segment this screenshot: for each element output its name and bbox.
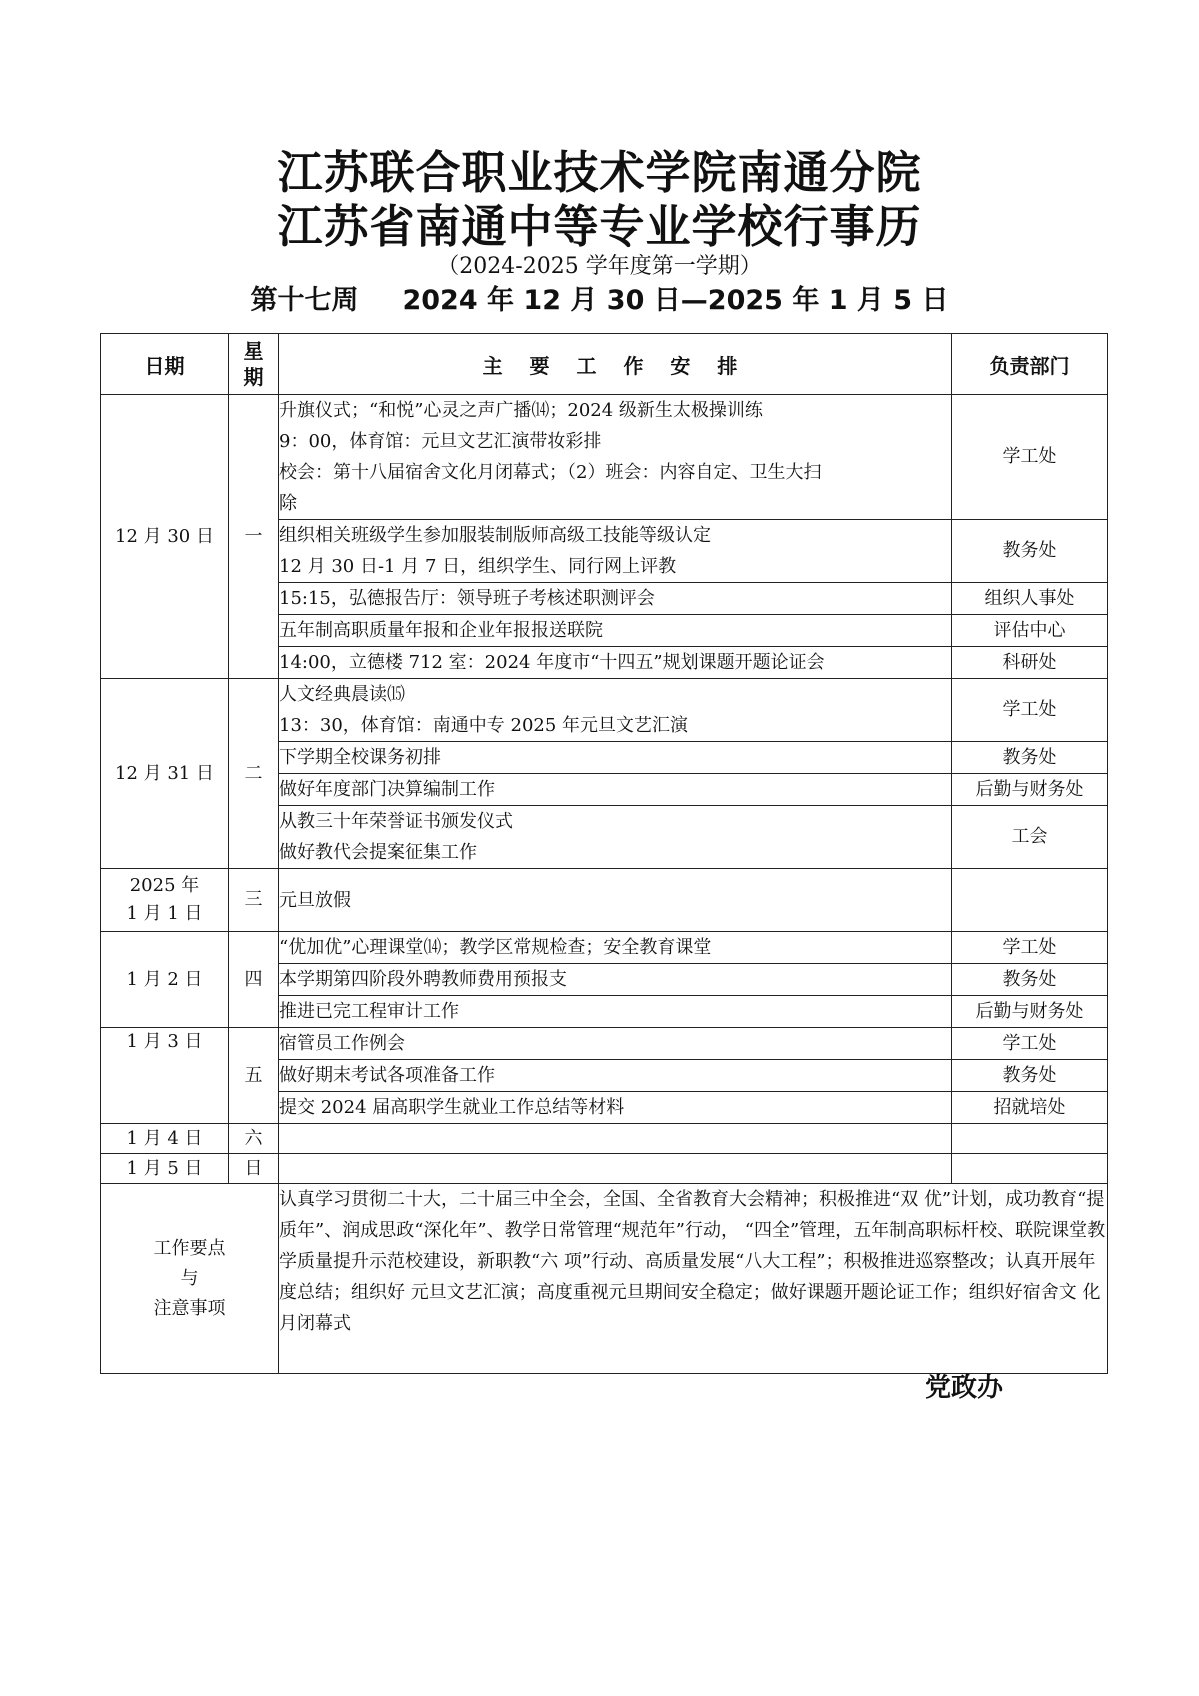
work-line: 升旗仪式；“和悦”心灵之声广播⒁；2024 级新生太极操训练 (279, 400, 763, 421)
date-line: 1 月 1 日 (126, 903, 203, 924)
work-line: 校会：第十八届宿舍文化月闭幕式；（2）班会：内容自定、卫生大扫 (279, 462, 822, 483)
dept-cell: 科研处 (952, 647, 1108, 679)
notes-line: “四全”管理，五年制高职标杆校、联院课堂教学质量提升示范校建设，新职教“六 (279, 1220, 1106, 1272)
work-cell (279, 520, 952, 583)
dept-cell: 学工处 (952, 395, 1108, 520)
dept-cell: 组织人事处 (952, 583, 1108, 615)
work-line: 组织相关班级学生参加服装制版师高级工技能等级认定 (279, 525, 711, 546)
notes-line: 元旦文艺汇演；高度重视元旦期间安全稳定；做好课题开题论证工作；组织好宿舍文 (410, 1282, 1077, 1303)
work-line: 14:00，立德楼 712 室：2024 年度市“十四五”规划课题开题论证会 (279, 652, 825, 673)
dept-cell: 学工处 (952, 932, 1108, 964)
work-cell (279, 774, 952, 806)
date-cell: 1 月 5 日 (101, 1154, 229, 1184)
notes-label-line: 与 (180, 1267, 199, 1289)
dept-cell: 教务处 (952, 520, 1108, 583)
notes-line: 项”行动、高质量发展“八大工程”；积极推进巡察整改；认真开展年度总结；组织好 (279, 1251, 1096, 1303)
header-weekday-2: 期 (243, 365, 264, 389)
date-cell (101, 869, 229, 932)
work-line: 13：30，体育馆：南通中专 2025 年元旦文艺汇演 (279, 715, 689, 736)
notes-label-line: 工作要点 (153, 1237, 226, 1259)
weekday-cell: 二 (229, 679, 279, 869)
header-row (101, 334, 1108, 395)
dept-cell: 招就培处 (952, 1092, 1108, 1124)
dept-cell: 学工处 (952, 679, 1108, 742)
title-line-2: 江苏省南通中等专业学校行事历 (277, 200, 922, 253)
table-row (101, 932, 1108, 964)
work-cell (279, 679, 952, 742)
work-cell (279, 1154, 952, 1184)
dept-cell (952, 1124, 1108, 1154)
week-label: 第十七周 (250, 285, 359, 316)
work-cell (279, 1060, 952, 1092)
work-line: 宿管员工作例会 (279, 1033, 405, 1054)
work-cell (279, 964, 952, 996)
schedule-table (100, 333, 1108, 1374)
work-cell (279, 1028, 952, 1060)
dept-cell: 后勤与财务处 (952, 774, 1108, 806)
weekday-cell: 日 (229, 1154, 279, 1184)
notes-content (279, 1184, 1108, 1374)
week-range: 2024 年 12 月 30 日—2025 年 1 月 5 日 (402, 285, 949, 316)
dept-cell: 教务处 (952, 1060, 1108, 1092)
date-cell: 12 月 30 日 (101, 395, 229, 679)
week-line (0, 284, 1199, 318)
dept-cell (952, 869, 1108, 932)
notes-label-line: 注意事项 (153, 1297, 226, 1319)
work-line: 除 (279, 493, 297, 514)
notes-line: 认真学习贯彻二十大，二十届三中全会，全国、全省教育大会精神；积极推进“双 (279, 1189, 919, 1210)
date-line: 2025 年 (129, 875, 200, 896)
table-row (101, 1154, 1108, 1184)
work-cell (279, 583, 952, 615)
work-line: 从教三十年荣誉证书颁发仪式 (279, 811, 513, 832)
work-cell (279, 996, 952, 1028)
work-cell (279, 395, 952, 520)
date-cell: 1 月 4 日 (101, 1124, 229, 1154)
work-line: 推进已完工程审计工作 (279, 1001, 459, 1022)
header-weekday (229, 334, 279, 395)
work-cell (279, 806, 952, 869)
work-cell (279, 742, 952, 774)
work-cell (279, 869, 952, 932)
work-cell (279, 932, 952, 964)
dept-cell: 工会 (952, 806, 1108, 869)
weekday-cell: 三 (229, 869, 279, 932)
work-line: 做好教代会提案征集工作 (279, 842, 477, 863)
table-row (101, 395, 1108, 520)
issuing-office: 党政办 (925, 1373, 1004, 1403)
work-line: 做好年度部门决算编制工作 (279, 779, 495, 800)
header-date: 日期 (101, 334, 229, 395)
work-line: 9：00，体育馆：元旦文艺汇演带妆彩排 (279, 431, 602, 452)
title-line-1: 江苏联合职业技术学院南通分院 (277, 146, 922, 199)
dept-cell (952, 1154, 1108, 1184)
dept-cell: 评估中心 (952, 615, 1108, 647)
dept-cell: 后勤与财务处 (952, 996, 1108, 1028)
weekday-cell: 五 (229, 1028, 279, 1124)
notes-row (101, 1184, 1108, 1374)
date-cell: 1 月 2 日 (101, 932, 229, 1028)
header-dept: 负责部门 (952, 334, 1108, 395)
work-line: “优加优”心理课堂⒁；教学区常规检查；安全教育课堂 (279, 937, 712, 958)
table-row (101, 1124, 1108, 1154)
table-row (101, 679, 1108, 742)
notes-label (101, 1184, 279, 1374)
table-row (101, 869, 1108, 932)
date-cell: 1 月 3 日 (101, 1028, 229, 1124)
header-work: 主 要 工 作 安 排 (279, 334, 952, 395)
weekday-cell: 六 (229, 1124, 279, 1154)
work-line: 12 月 30 日-1 月 7 日，组织学生、同行网上评教 (279, 556, 677, 577)
work-cell (279, 647, 952, 679)
work-line: 元旦放假 (279, 889, 351, 911)
header-weekday-1: 星 (243, 339, 264, 363)
weekday-cell: 一 (229, 395, 279, 679)
dept-cell: 学工处 (952, 1028, 1108, 1060)
weekday-cell: 四 (229, 932, 279, 1028)
notes-line: 优”计划，成功教育“提质年”、润成思政“深化年”、教学日常管理“规范年”行动， (279, 1189, 1105, 1241)
work-line: 本学期第四阶段外聘教师费用预报支 (279, 969, 567, 990)
date-cell: 12 月 31 日 (101, 679, 229, 869)
table-row (101, 1028, 1108, 1060)
work-cell (279, 1124, 952, 1154)
work-line: 下学期全校课务初排 (279, 747, 441, 768)
dept-cell: 教务处 (952, 742, 1108, 774)
work-line: 人文经典晨读⒂ (279, 684, 405, 705)
work-cell (279, 1092, 952, 1124)
dept-cell: 教务处 (952, 964, 1108, 996)
work-line: 15:15，弘德报告厅：领导班子考核述职测评会 (279, 588, 655, 609)
subtitle: （2024-2025 学年度第一学期） (437, 254, 762, 279)
notes-line: 化月闭幕式 (279, 1282, 1101, 1334)
work-cell (279, 615, 952, 647)
work-line: 五年制高职质量年报和企业年报报送联院 (279, 620, 603, 641)
work-line: 提交 2024 届高职学生就业工作总结等材料 (279, 1097, 625, 1118)
work-line: 做好期末考试各项准备工作 (279, 1065, 495, 1086)
